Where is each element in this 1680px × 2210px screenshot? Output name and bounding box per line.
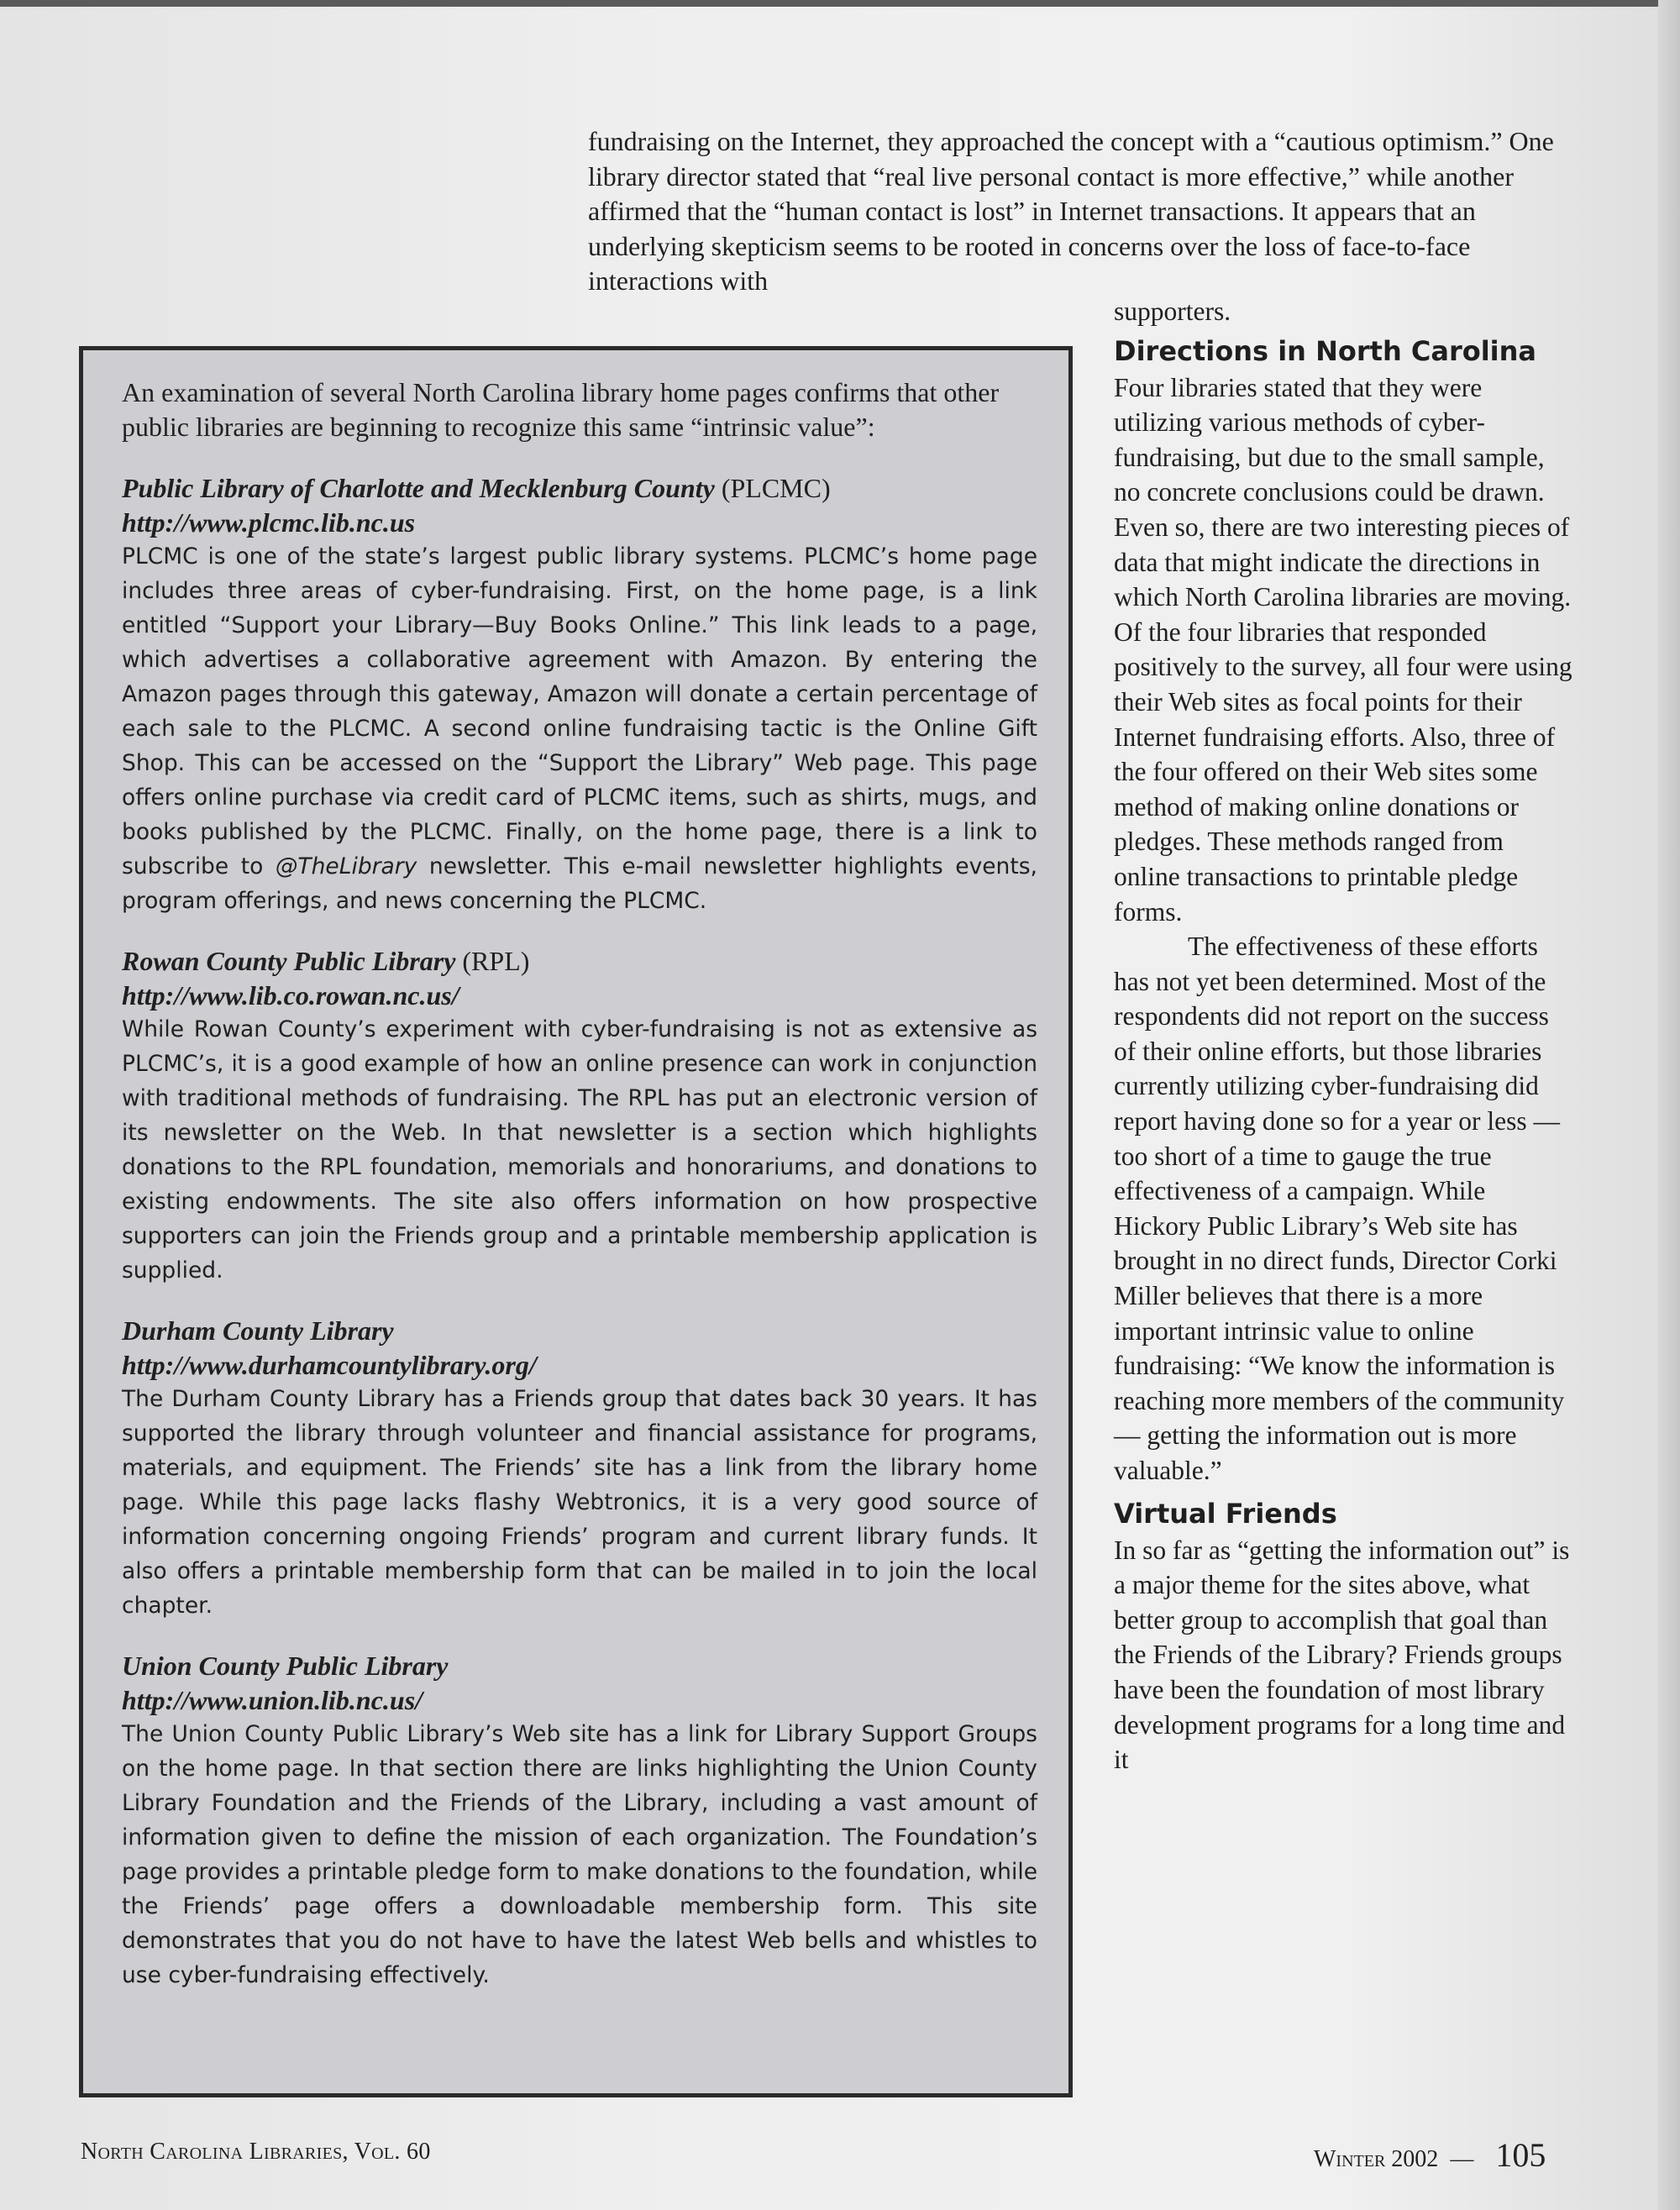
entry-library-name: Public Library of Charlotte and Mecklenburg County	[122, 473, 715, 503]
right-column	[1114, 294, 1574, 1777]
entry-description: The Union County Public Library’s Web site has a link for Library Support Groups on the home page. In that section there are links highlighting the Union County Library Foundation and the Friends of the Library, including a vast amount of information given to define the mission of each organization. The Foundation’s page provides a printable pledge form to make donations to the foundation, while the Friends’ page offers a downloadable membership form. This site demonstrates that you do not have to have the latest Web bells and whistles to use cyber-fundraising effectively.	[122, 1721, 1037, 1988]
entry-text-part: newsletter. This e-mail newsletter highlights events, program offerings, and news concerning the PLCMC.	[122, 853, 1037, 914]
entry-abbreviation: (RPL)	[462, 946, 530, 976]
newsletter-name: @TheLibrary	[275, 853, 417, 879]
continuation-text: supporters.	[1114, 297, 1231, 326]
footer-issue: Winter 2002	[1314, 2146, 1439, 2172]
footer-dash: —	[1450, 2146, 1474, 2172]
entry-url: http://www.durhamcountylibrary.org/	[122, 1350, 537, 1380]
sidebar-content	[122, 375, 1037, 2018]
sidebar-box	[79, 346, 1073, 2097]
entry-library-name: Durham County Library	[122, 1315, 394, 1346]
page-top-edge	[0, 0, 1680, 7]
library-entry-rowan	[122, 944, 1037, 1288]
library-entry-union	[122, 1649, 1037, 1992]
entry-url: http://www.plcmc.lib.nc.us	[122, 507, 416, 538]
footer-journal: North Carolina Libraries, Vol. 60	[81, 2139, 431, 2165]
sidebar-intro: An examination of several North Carolina library home pages confirms that other public libraries are beginning to recognize this same “intrinsic value”:	[122, 377, 1000, 442]
entry-url: http://www.union.lib.nc.us/	[122, 1685, 423, 1715]
entry-text-part: PLCMC is one of the state’s largest public library systems. PLCMC’s home page includes three areas of cyber-fundraising. First, on the home page, is a link entitled “Support your Library—Buy Books Online.” This link leads to a page, which advertises a collaborative agreement with Amazon. By entering the Amazon pages through this gateway, Amazon will donate a certain percentage of each sale to the PLCMC. A second online fundraising tactic is the Online Gift Shop. This can be accessed on the “Support the Library” Web page. This page offers online purchase via credit card of PLCMC items, such as shirts, mugs, and books published by the PLCMC. Finally, on the home page, there is a link to subscribe to	[122, 543, 1037, 879]
entry-library-name: Union County Public Library	[122, 1651, 449, 1681]
entry-heading	[122, 944, 1037, 979]
entry-abbreviation: (PLCMC)	[721, 473, 831, 503]
page-number: 105	[1495, 2136, 1546, 2174]
entry-heading	[122, 1649, 1037, 1683]
section-heading-directions: Directions in North Carolina	[1114, 334, 1537, 367]
library-entry-durham	[122, 1314, 1037, 1623]
entry-heading	[122, 1314, 1037, 1348]
library-entry-plcmc	[122, 471, 1037, 918]
page-right-edge	[1658, 0, 1680, 2210]
paragraph-virtual-friends: In so far as “getting the information out” is a major theme for the sites above, what better group to accomplish that goal than the Friends of the Library? Friends groups have been the foundation of most library development programs for a long time and it	[1114, 1535, 1570, 1775]
entry-description: The Durham County Library has a Friends group that dates back 30 years. It has supported the library through volunteer and financial assistance for programs, materials, and equipment. The Friends’ site has a link from the library home page. While this page lacks flashy Webtronics, it is a very good source of information concerning ongoing Friends’ program and current library funds. It also offers a printable membership form that can be mailed in to join the local chapter.	[122, 1386, 1037, 1619]
footer-issue-page	[1314, 2135, 1546, 2175]
paragraph-directions: Four libraries stated that they were utilizing various methods of cyber-fundraising, but due to the small sample, no concrete conclusions could be drawn. Even so, there are two interesting pieces of data that might indicate the directions in which North Carolina libraries are moving. Of the four libraries that responded positively to the survey, all four were using their Web sites as focal points for their Internet fundraising efforts. Also, three of the four offered on their Web sites some method of making online donations or pledges. These methods ranged from online transactions to printable pledge forms.	[1114, 372, 1572, 927]
entry-description	[122, 539, 1037, 918]
entry-library-name: Rowan County Public Library	[122, 946, 456, 976]
entry-description: While Rowan County’s experiment with cyber-fundraising is not as extensive as PLCMC’s, it is a good example of how an online presence can work in conjunction with traditional methods of fundraising. The RPL has put an electronic version of its newsletter on the Web. In that newsletter is a section which highlights donations to the RPL foundation, memorials and honorariums, and donations to existing endowments. The site also offers information on how prospective supporters can join the Friends group and a printable membership application is supplied.	[122, 1016, 1037, 1283]
paragraph-effectiveness: The effectiveness of these efforts has not yet been determined. Most of the respondents did not report on the success of their online efforts, but those libraries currently utilizing cyber-fundraising did report having done so for a year or less — too short of a time to gauge the true effectiveness of a campaign. While Hickory Public Library’s Web site has brought in no direct funds, Director Corki Miller believes that there is a more important intrinsic value to online fundraising: “We know the information is reaching more members of the community— getting the information out is more valuable.”	[1114, 932, 1565, 1485]
entry-heading	[122, 471, 1037, 506]
section-heading-virtual-friends: Virtual Friends	[1114, 1497, 1337, 1530]
entry-url: http://www.lib.co.rowan.nc.us/	[122, 980, 459, 1011]
top-paragraph: fundraising on the Internet, they approached the concept with a “cautious optimism.” One library director stated that “real live personal contact is more effective,” while another affirmed that the “human contact is lost” in Internet transactions. It appears that an underlying skepticism seems to be rooted in concerns over the loss of face-to-face interactions with	[588, 126, 1554, 296]
